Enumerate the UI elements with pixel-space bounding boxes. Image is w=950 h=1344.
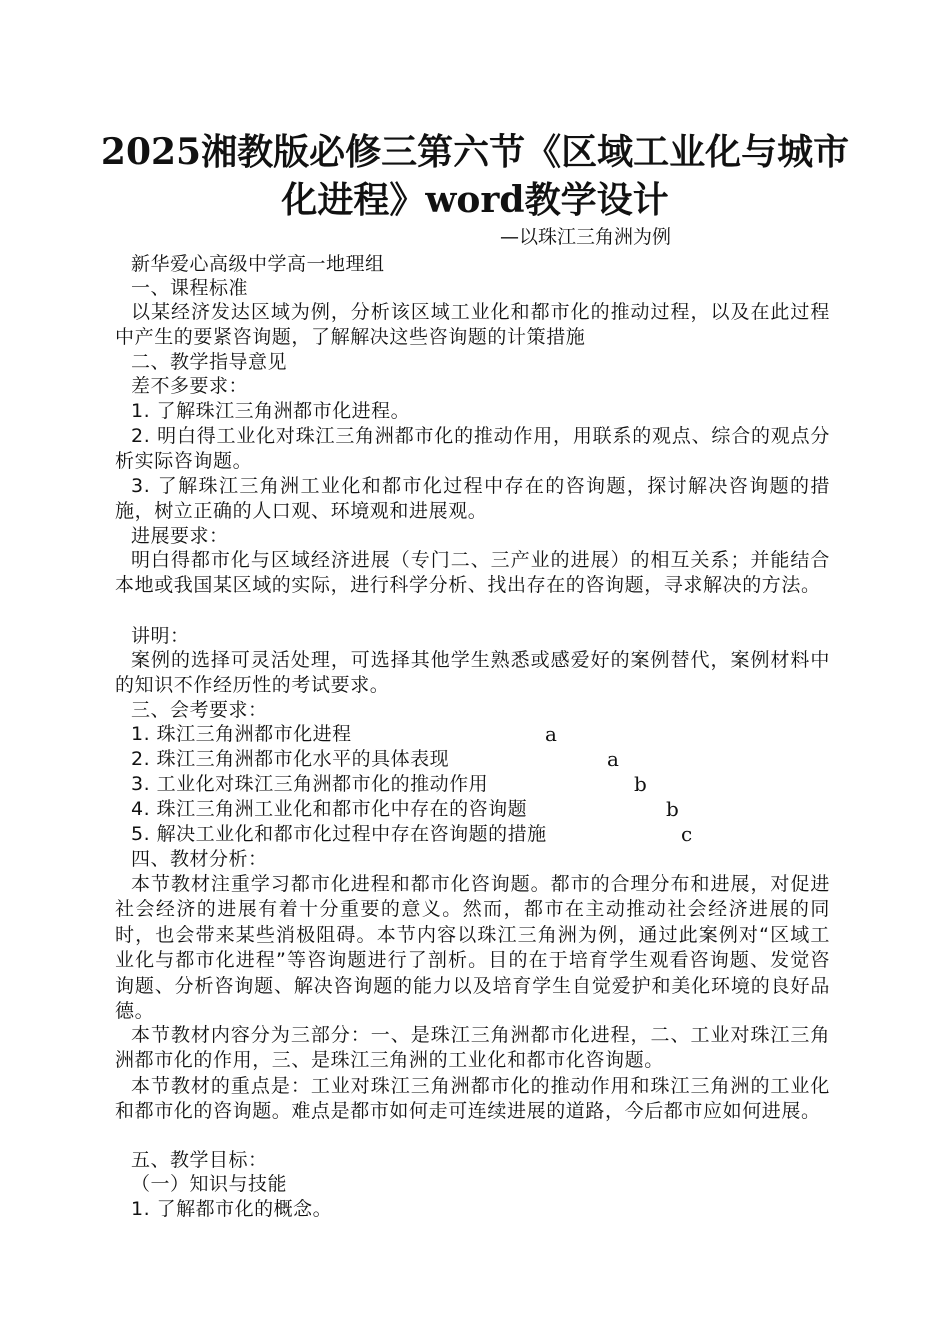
section-heading-analysis: 四、教材分析：: [131, 848, 268, 870]
document-subtitle: —以珠江三角洲为例: [500, 226, 672, 248]
section-heading-curriculum: 一、课程标准: [131, 277, 249, 299]
document-title-line1: 2025湘教版必修三第六节《区域工业化与城市: [100, 131, 850, 173]
exam-item-level: b: [666, 797, 679, 821]
analysis-paragraph: 本节教材内容分为三部分：一、是珠江三角洲都市化进程，二、工业对珠江三角洲都市化的作用，三、是珠江三角洲的工业化和都市化咨询题。: [115, 1024, 830, 1072]
exam-item-text: 4. 珠江三角洲工业化和都市化中存在的咨询题: [131, 798, 528, 820]
exam-item-text: 5. 解决工业化和都市化过程中存在咨询题的措施: [131, 823, 547, 845]
exam-item-level: b: [634, 772, 647, 796]
basic-requirement-item: 2. 明白得工业化对珠江三角洲都市化的推动作用，用联系的观点、综合的观点分析实际咨询题。: [115, 425, 830, 473]
section-heading-exam: 三、会考要求：: [131, 699, 268, 721]
goal-subheading: （一）知识与技能: [131, 1173, 288, 1195]
exam-item-level: c: [681, 822, 693, 846]
exam-item-text: 3. 工业化对珠江三角洲都市化的推动作用: [131, 773, 489, 795]
exam-item-text: 1. 珠江三角洲都市化进程: [131, 723, 352, 745]
goal-item: 1. 了解都市化的概念。: [131, 1198, 333, 1220]
analysis-paragraph: 本节教材注重学习都市化进程和都市化咨询题。都市的合理分布和进展，对促进社会经济的进展有着十分重要的意义。然而，都市在主动推动社会经济进展的同时，也会带来某些消极阻碍。本节内容以珠江三角洲为例，通过此案例对“区域工业化与都市化进程”等咨询题进行了剖析。目的在于培育学生观看咨询题、发觉咨询题、分析咨询题、解决咨询题的能力以及培育学生自觉爱护和美化环境的良好品德。: [115, 873, 830, 1023]
section-heading-goals: 五、教学目标：: [131, 1149, 268, 1171]
basic-requirements-heading: 差不多要求：: [131, 375, 249, 397]
development-requirements-text: 明白得都市化与区域经济进展（专门二、三产业的进展）的相互关系；并能结合本地或我国某区域的实际，进行科学分析、找出存在的咨询题，寻求解决的方法。: [115, 549, 830, 597]
basic-requirement-item: 1. 了解珠江三角洲都市化进程。: [131, 400, 411, 422]
section-heading-guidance: 二、教学指导意见: [131, 351, 288, 373]
note-heading: 讲明：: [131, 625, 190, 647]
exam-item-level: a: [545, 722, 557, 746]
development-requirements-heading: 进展要求：: [131, 525, 229, 547]
author-line: 新华爱心高级中学高一地理组: [131, 253, 385, 275]
curriculum-text: 以某经济发达区域为例，分析该区域工业化和都市化的推动过程，以及在此过程中产生的要紧咨询题，了解解决这些咨询题的计策措施: [115, 301, 830, 349]
exam-item-text: 2. 珠江三角洲都市化水平的具体表现: [131, 748, 450, 770]
analysis-paragraph: 本节教材的重点是：工业对珠江三角洲都市化的推动作用和珠江三角洲的工业化和都市化的咨询题。难点是都市如何走可连续进展的道路，今后都市应如何进展。: [115, 1075, 830, 1123]
note-text: 案例的选择可灵活处理，可选择其他学生熟悉或感爱好的案例替代，案例材料中的知识不作经历性的考试要求。: [115, 649, 830, 697]
document-title-line2: 化进程》word教学设计: [281, 179, 669, 221]
basic-requirement-item: 3. 了解珠江三角洲工业化和都市化过程中存在的咨询题，探讨解决咨询题的措施，树立正确的人口观、环境观和进展观。: [115, 475, 830, 523]
exam-item-level: a: [607, 747, 619, 771]
